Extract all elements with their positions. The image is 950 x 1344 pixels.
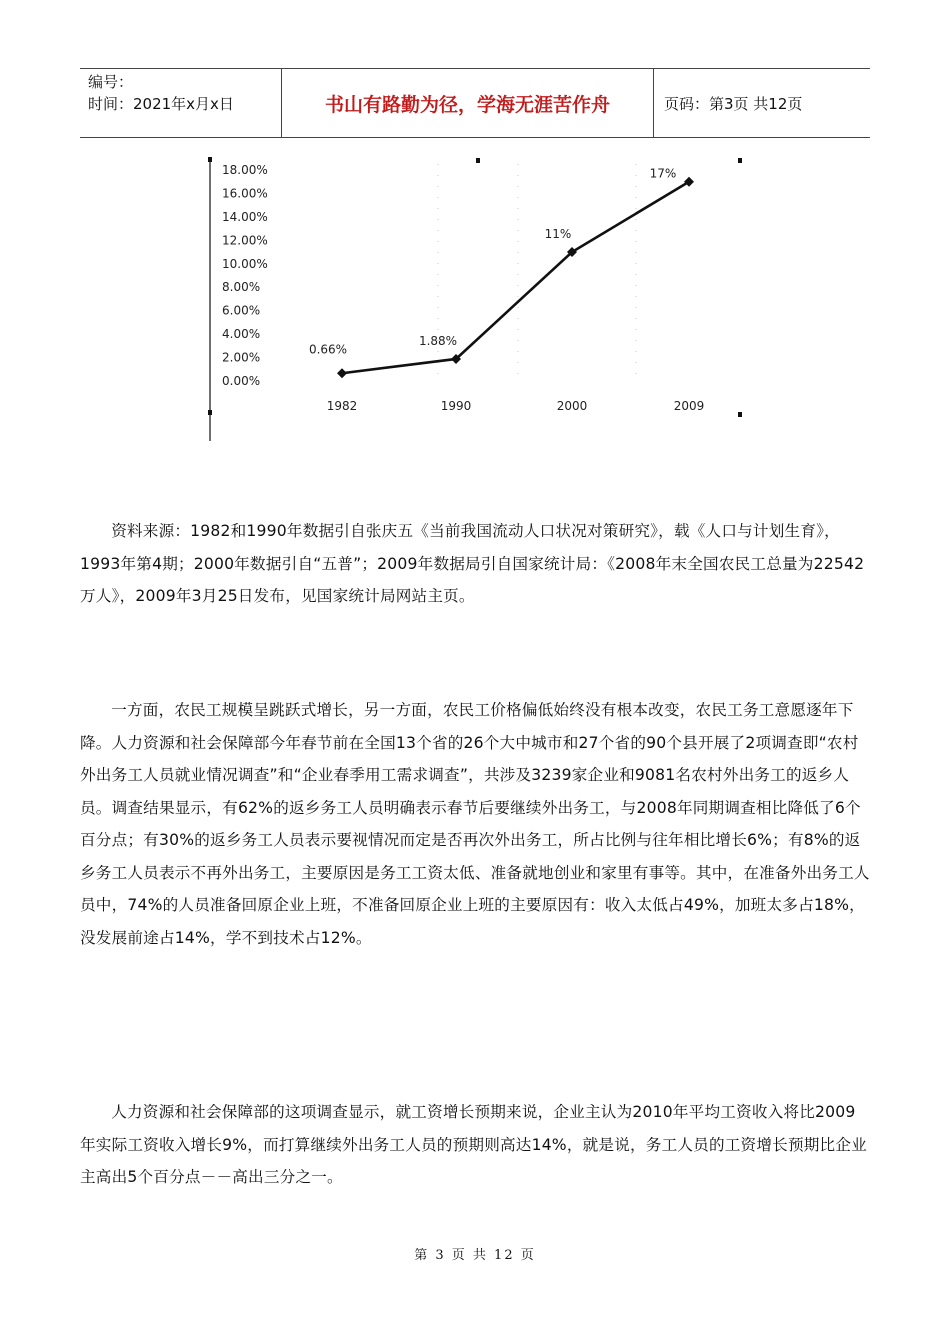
body-paragraph-wage: 人力资源和社会保障部的这项调查显示，就工资增长预期来说，企业主认为2010年平均工资收入将比2009年实际工资收入增长9%，而打算继续外出务工人员的预期则高达14%，就是说，务工人员的工资增长预期比企业主高出5个百分点－－高出三分之一。 [80,1103,867,1186]
header-table [80,68,870,138]
data-label: 11% [544,227,572,242]
chart-corner-mark [738,412,742,417]
line-chart [200,152,760,447]
serial-label: 编号： [88,73,134,91]
chart-corner-mark [208,410,212,415]
x-tick-label: 2009 [673,399,705,413]
time-label: 时间：2021年x月x日 [88,95,234,113]
data-point [337,368,347,378]
page-footer: 第 3 页 共 12 页 [414,1248,536,1263]
y-tick-label: 8.00% [222,280,261,295]
chart-corner-mark [208,157,212,162]
series-line [342,182,689,374]
y-tick-label: 16.00% [222,186,268,201]
data-label: 0.66% [308,342,348,357]
x-tick-label: 2000 [556,399,588,413]
source-paragraph: 资料来源：1982和1990年数据引自张庆五《当前我国流动人口状况对策研究》，载《人口与计划生育》，1993年第4期；2000年数据引自“五普”；2009年数据局引自国家统计局：《2008年末全国农民工总量为22542万人》，2009年3月25日发布，见国家统计局网站主页。 [80,522,865,605]
data-label: 17% [649,166,677,181]
x-tick-label: 1990 [440,399,472,413]
y-tick-label: 10.00% [222,256,268,271]
y-tick-label: 4.00% [222,327,261,342]
chart-corner-mark [738,158,742,163]
chart-corner-mark [476,158,480,163]
header-meta [80,69,281,137]
body-paragraph-survey: 一方面，农民工规模呈跳跃式增长，另一方面，农民工价格偏低始终没有根本改变，农民工务工意愿逐年下降。人力资源和社会保障部今年春节前在全国13个省的26个大中城市和27个省的90个县开展了2项调查即“农村外出务工人员就业情况调查”和“企业春季用工需求调查”，共涉及3239家企业和9081名农村外出务工的返乡人员。调查结果显示，有62%的返乡务工人员明确表示春节后要继续外出务工，与2008年同期调查相比降低了6个百分点；有30%的返乡务工人员表示要视情况而定是否再次外出务工，所占比例与往年相比增长6%；有8%的返乡务工人员表示不再外出务工，主要原因是务工工资太低、准备就地创业和家里有事等。其中，在准备外出务工人员中，74%的人员准备回原企业上班，不准备回原企业上班的主要原因有：收入太低占49%，加班太多占18%，没发展前途占14%，学不到技术占12%。 [80,701,870,947]
x-tick-label: 1982 [326,399,358,413]
header-page-code: 页码：第3页 共12页 [664,94,803,113]
y-tick-label: 18.00% [222,163,268,177]
y-tick-label: 6.00% [222,303,261,318]
y-tick-label: 14.00% [222,209,268,224]
header-motto: 书山有路勤为径，学海无涯苦作舟 [281,69,654,137]
y-tick-label: 12.00% [222,233,268,248]
data-label: 1.88% [418,333,458,348]
y-tick-label: 2.00% [222,350,261,365]
y-tick-label: 0.00% [222,374,261,388]
